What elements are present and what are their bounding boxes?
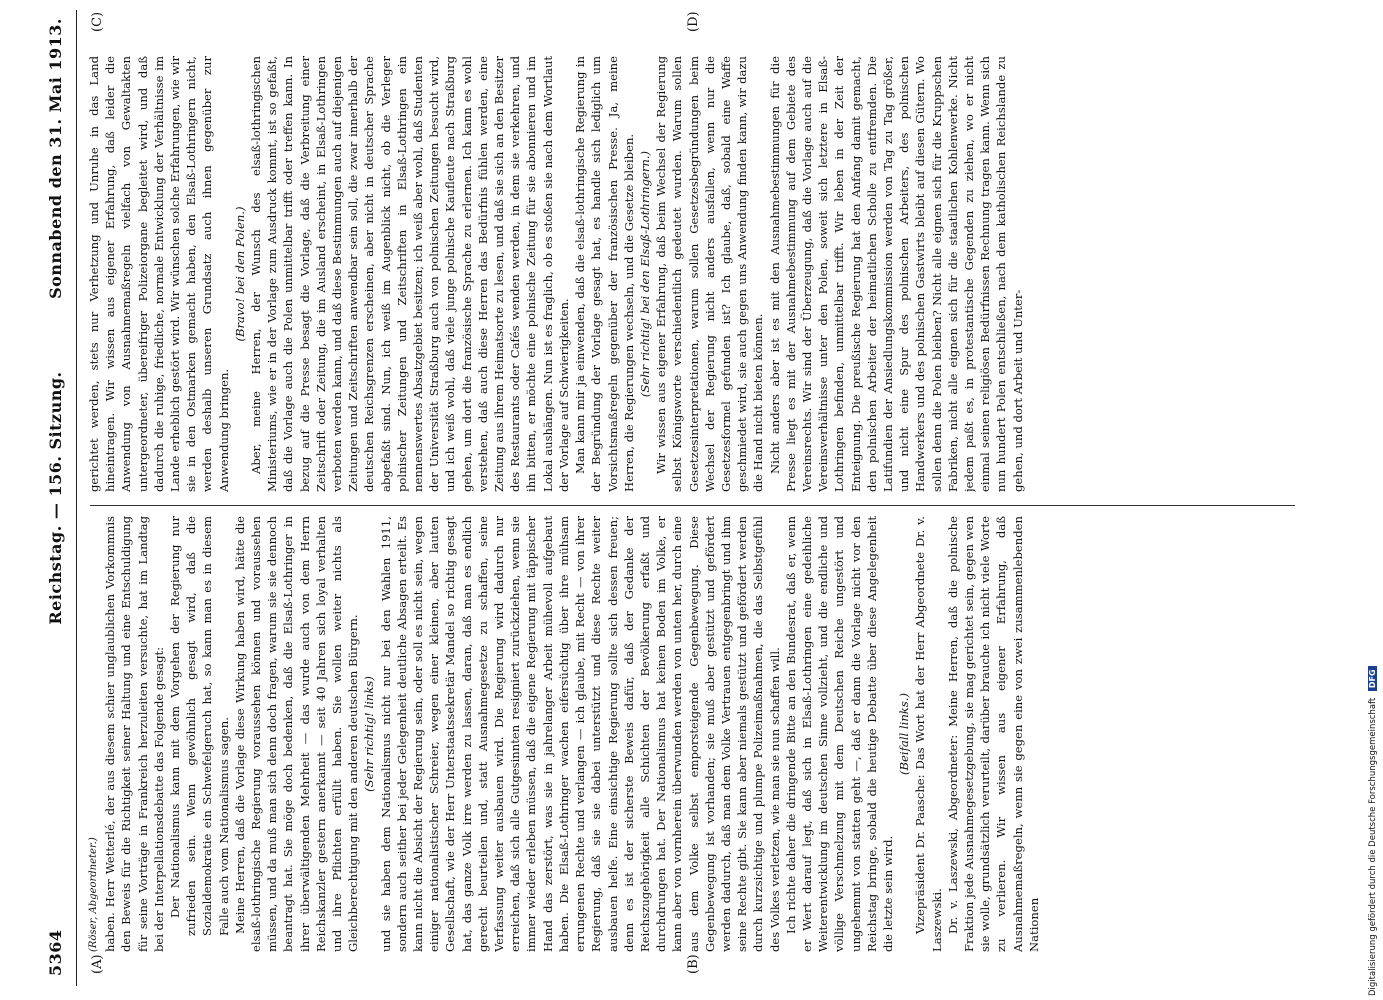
paragraph: haben. Herr Wetterlé, der aus diesem schier unglaublichen Vorkommnis den Beweis für die Richtigkeit seiner Haltung und eine Entschuldigung für seine Vorträge in Frankreich herzuleiten versuchte, hat im Landtag bei der Interpellationsdebatte das Folgende gesagt: <box>103 516 166 952</box>
paragraph: Vizepräsident Dr. Paasche: Das Wort hat der Herr Abgeordnete Dr. v. Laszewski. <box>913 516 944 952</box>
paragraph: Man kann mir ja einwenden, daß die elsaß-lothringische Regierung in der Begründung der Vorlage gesagt hat, es handle sich lediglich um Vorsichtsmaßregeln gegenüber der französischen Presse. Ja, meine Herren, die Regierungen wechseln, und die Gesetze bleiben. <box>573 56 636 492</box>
margin-marker-a: (A) <box>90 954 105 974</box>
right-text-column <box>86 56 1296 492</box>
column-divider <box>90 505 1295 506</box>
page-header <box>40 10 77 986</box>
margin-marker-d: (D) <box>686 11 701 32</box>
paragraph: Aber, meine Herren, der Wunsch des elsaß-lothringischen Ministeriums, wie er in der Vorlage zum Ausdruck kommt, ist so gefaßt, daß die Vorlage auch die Polen unmittelbar trifft oder treffen kann. In bezug auf die Presse besagt die Vorlage, daß die Verbreitung einer Zeitschrift oder Zeitung, die im Ausland erscheint, in Elsaß-Lothringen verboten werden kann, und daß diese Bestimmungen auch auf diejenigen Zeitungen und Zeitschriften anwendbar sein soll, die zwar innerhalb der deutschen Reichsgrenzen erscheinen, aber nicht in deutscher Sprache abgefaßt sind. Nun, ich weiß im Augenblick nicht, ob die Verleger polnischer Zeitungen und Zeitschriften in Elsaß-Lothringen ein nennenswertes Absatzgebiet besitzen; ich weiß aber wohl, daß Studenten der Universität Straßburg auch von polnischen Zeitungen besucht wird, und ich weiß wohl, daß viele junge polnische Kaufleute nach Straßburg gehen, um dort die französische Sprache zu erlernen. Ich kann es wohl verstehen, daß auch diese Herren das Bedürfnis fühlen werden, eine Zeitung aus ihrem Heimatsorte zu lesen, und daß sie sich an den Besitzer des Restaurants oder Cafés wenden werden, in dem sie verkehren, und ihn bitten, er möchte eine polnische Zeitung für sie abonnieren und im Lokal aushängen. Nun ist es fraglich, ob es stoßen sie nach dem Wortlaut der Vorlage auf Schwierigkeiten. <box>249 56 571 492</box>
digitization-credit <box>1368 4 1381 996</box>
paragraph: Dr. v. Laszewski, Abgeordneter: Meine Herren, daß die polnische Fraktion jede Ausnahmegesetzgebung, sie mag gerichtet sein, gegen wen sie wolle, grundsätzlich verurteilt, darüber brauche ich nicht viele Worte zu verlieren. Wir wissen aus eigener Erfahrung, daß Ausnahmemaßregeln, wenn sie gegen eine von zwei zusammenlebenden Nationen <box>945 516 1041 952</box>
paragraph: gerichtet werden, stets nur Verhetzung und Unruhe in das Land hineintragen. Wir wissen aus eigener Erfahrung, daß leider die Anwendung von Ausnahmemaßregeln vielfach von Gewaltakten untergeordneter, übereifriger Polizeiorgane begleitet wird, und daß dadurch die ruhige, friedliche, normale Entwicklung der Verhältnisse im Lande erheblich gestört wird. Wir wünschen solche Erfahrungen, wie wir sie in den Ostmarken gemacht haben, den Elsaß-Lothringern nicht, werden deshalb unseren Grundsatz auch ihnen gegenüber zur Anwendung bringen. <box>87 56 231 492</box>
paragraph: Wir wissen aus eigener Erfahrung, daß beim Wechsel der Regierung selbst Königsworte verschiedentlich gedeutet wurden. Warum sollen Gesetzesinterpretationen, warum sollen Gesetzesbegründungen beim Wechsel der Regierung nicht anders ausfallen, wenn nur die Gesetzesformel gefunden ist? Ich glaube, daß, sobald eine Waffe geschmiedet wird, sie auch gegen uns Anwendung finden kann, wir dazu die Hand nicht bieten können. <box>654 56 766 492</box>
paragraph: Ich richte daher die dringende Bitte an den Bundesrat, daß er, wenn er Wert darauf legt, daß sich in Elsaß-Lothringen eine gedeihliche Weiterentwicklung im deutschen Sinne vollzieht, und die endliche und völlige Verschmelzung mit dem Deutschen Reiche ungestört und ungehemmt von statten geht —, daß er dann die Vorlage nicht vor den Reichstag bringe, sobald die heutige Debatte über diese Angelegenheit die letzte sein wird. <box>783 516 895 952</box>
paragraph: (Sehr richtig! links) <box>362 676 377 792</box>
margin-marker-b: (B) <box>686 954 701 974</box>
paragraph: Nicht anders aber ist es mit den Ausnahmebestimmungen für die Presse liegt es mit der Ausnahmebestimmung auf dem Gebiete des Vereinsrechts. Wir sind der Überzeugung, daß die Vorlage auch auf die Vereinsverhältnisse unter den Polen, soweit sich letztere in Elsaß-Lothringen befinden, unmittelbar trifft. Wir leben in der Zeit der Enteignung. Die preußische Regierung hat den Anfang damit gemacht, den polnischen Arbeiter der heimatlichen Scholle zu entfremden. Die Latifundien der Ansiedlungskommission werden von Tag zu Tag größer, und nicht eine Spur des polnischen Arbeiters, des polnischen Handwerkers und des polnischen Gastwirts bleibt auf diesen Gütern. Wo sollen denn die Polen bleiben? Nicht alle eignen sich für die Kruppschen Fabriken, nicht alle eignen sich für die staatlichen Kohlenwerke. Nicht jedem paßt es, in protestantische Gegenden zu ziehen, wo er nicht einmal seinen religiösen Bedürfnissen Rechnung tragen kann. Wenn sich nun hundert Polen entschließen, nach dem katholischen Reichslande zu gehen, und dort Arbeit und Unter- <box>767 56 1025 492</box>
left-text-column <box>86 516 1296 952</box>
dfg-logo: DFG <box>1368 666 1377 691</box>
paragraph: (Sehr richtig! bei den Elsaß-Lothringern.) <box>637 150 652 398</box>
paragraph: Meine Herren, daß die Vorlage diese Wirkung haben wird, hätte die elsaß-lothringische Regierung voraussehen können und voraussehen müssen, und da muß man sich denn doch fragen, warum sie sie dennoch beantragt hat. Sie möge doch bedenken, daß die Elsaß-Lothringer in ihrer überwältigenden Mehrheit — das wurde auch von dem Herrn Reichskanzler gestern anerkannt — seit 40 Jahren sich loyal verhalten und ihre Pflichten erfüllt haben. Sie wollen weiter nichts als Gleichberechtigung mit den anderen deutschen Bürgern. <box>232 516 361 952</box>
paragraph: und sie haben dem Nationalismus nicht nur bei den Wahlen 1911, sondern auch seither bei jeder Gelegenheit deutliche Absagen erteilt. Es kann nicht die Absicht der Regierung sein, oder soll es nicht sein, wegen einiger nationalistischer Schreier, wegen einer kleinen, aber lauten Gesellschaft, wie der Herr Unterstaatssekretär Mandel so richtig gesagt hat, das ganze Volk irre werden zu lassen, daran, daß man es endlich gerecht beurteilen und, statt Ausnahmegesetze zu schaffen, seine Verfassung weiter ausbauen wird. Die Regierung wird dadurch nur erreichen, daß sich alle Gutgesinnten resigniert zurückziehen, wenn sie immer wieder erleben müssen, daß die eigene Regierung mit täppischer Hand das zerstört, was sie in jahrelanger Arbeit mühevoll aufgebaut haben. Die Elsaß-Lothringer wachen eifersüchtig über ihre mühsam errungenen Rechte und verlangen — ich glaube, mit Recht — von ihrer Regierung, daß sie sie dabei unterstützt und diese Rechte weiter ausbauen helfe. Eine einsichtige Regierung sollte sich dessen freuen; denn es ist der sicherste Beweis dafür, daß der Gedanke der Reichszugehörigkeit alle Schichten der Bevölkerung erfaßt und durchdrungen hat. Der Nationalismus hat keinen Boden im Volke, er kann aber von vornherein überwunden werden von unten her, durch eine aus dem Volke selbst emporsteigende Gegenbewegung. Diese Gegenbewegung ist vorhanden; sie muß aber gestützt und gefördert werden dadurch, daß man dem Volke Vertrauen entgegenbringt und ihm seine Rechte gibt. Sie kann aber niemals gestützt und gefördert werden durch kurzsichtige und plumpe Polizeimaßnahmen, die das Selbstgefühl des Volkes verletzen, wie man sie nun schaffen will. <box>378 516 782 952</box>
paragraph: Der Nationalismus kann mit dem Vorgehen der Regierung nur zufrieden sein. Wenn gewöhnlich gesagt wird, daß die Sozialdemokratie ein Schwefelgeruch hat, so kann man es in diesem Falle auch vom Nationalismus sagen. <box>168 516 231 936</box>
paragraph: (Beifall links.) <box>897 693 912 775</box>
credit-text: Digitalisierung gefördert durch die Deutsche Forschungsgemeinschaft <box>1368 697 1378 996</box>
session-date: Sonnabend den 31. Mai 1913. <box>46 18 65 299</box>
session-title: Reichstag. — 156. Sitzung. <box>46 371 65 625</box>
margin-marker-c: (C) <box>90 11 105 32</box>
page-number: 5364 <box>46 929 65 976</box>
paragraph: (Röser, Abgeordneter.) <box>88 837 99 952</box>
paragraph: (Bravo! bei den Polen.) <box>232 206 247 342</box>
